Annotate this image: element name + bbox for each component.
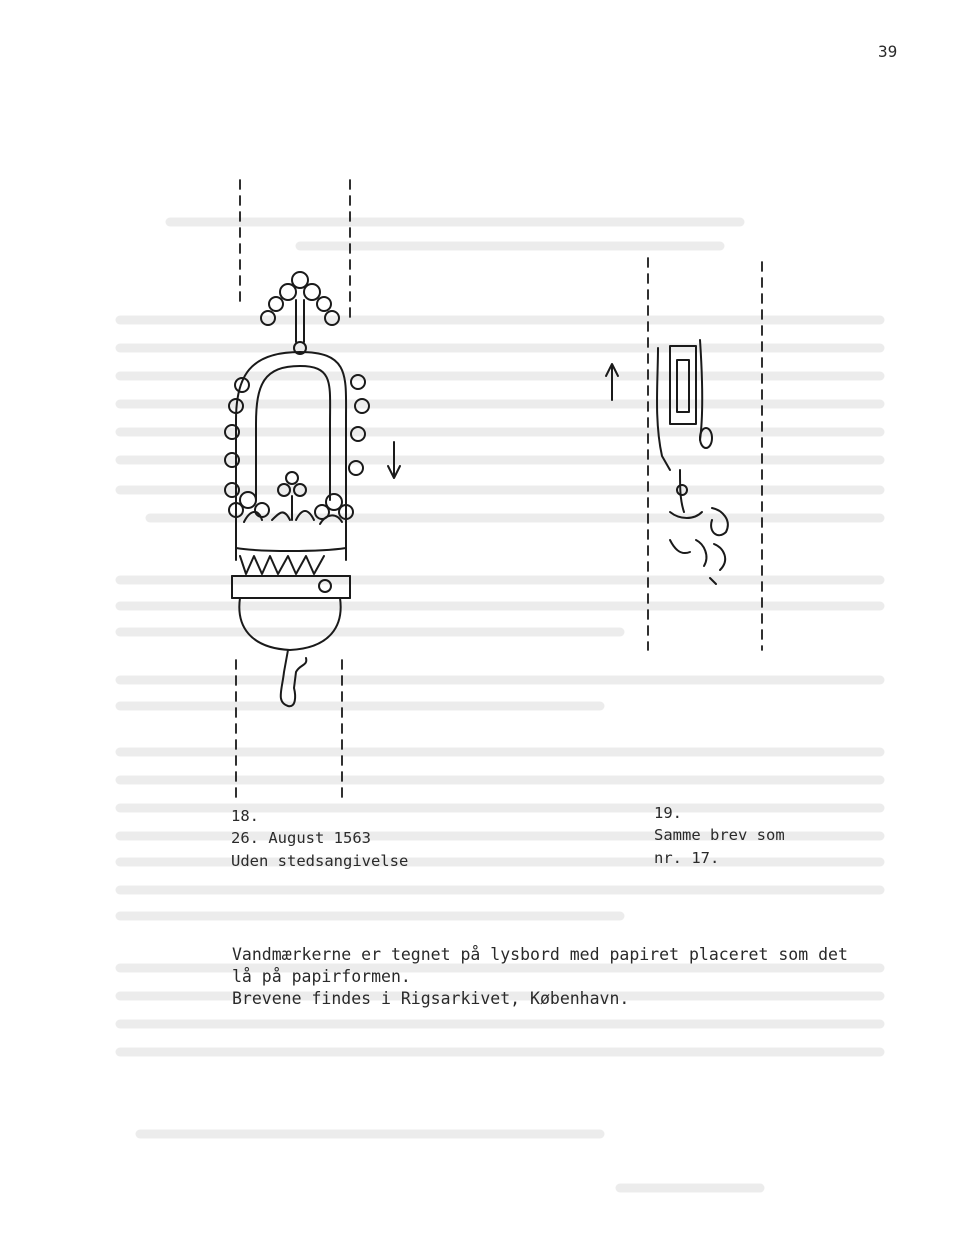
watermark-19-number: 19.	[654, 804, 682, 822]
note-line-1: Vandmærkerne er tegnet på lysbord med papiret placeret som det	[232, 945, 848, 964]
up-arrow	[606, 364, 618, 400]
explanatory-notes	[232, 944, 848, 1010]
watermark-18-date: 26. August 1563	[231, 829, 371, 848]
watermark-18-jug-figure	[225, 272, 369, 706]
down-arrow	[388, 442, 400, 478]
watermark-18-number: 18.	[231, 807, 259, 825]
watermark-19-figure	[657, 340, 728, 584]
note-line-3: Brevene findes i Rigsarkivet, København.	[232, 989, 630, 1008]
page-number: 39	[878, 42, 898, 61]
watermark-19-chain-lines	[648, 258, 762, 650]
watermark-18-caption	[231, 805, 408, 872]
watermark-18-place: Uden stedsangivelse	[231, 851, 409, 870]
watermark-19-note-line2: nr. 17.	[654, 848, 720, 867]
watermark-19-caption	[654, 802, 785, 869]
note-line-2: lå på papirformen.	[232, 967, 411, 986]
watermark-19-note-line1: Samme brev som	[654, 826, 785, 845]
